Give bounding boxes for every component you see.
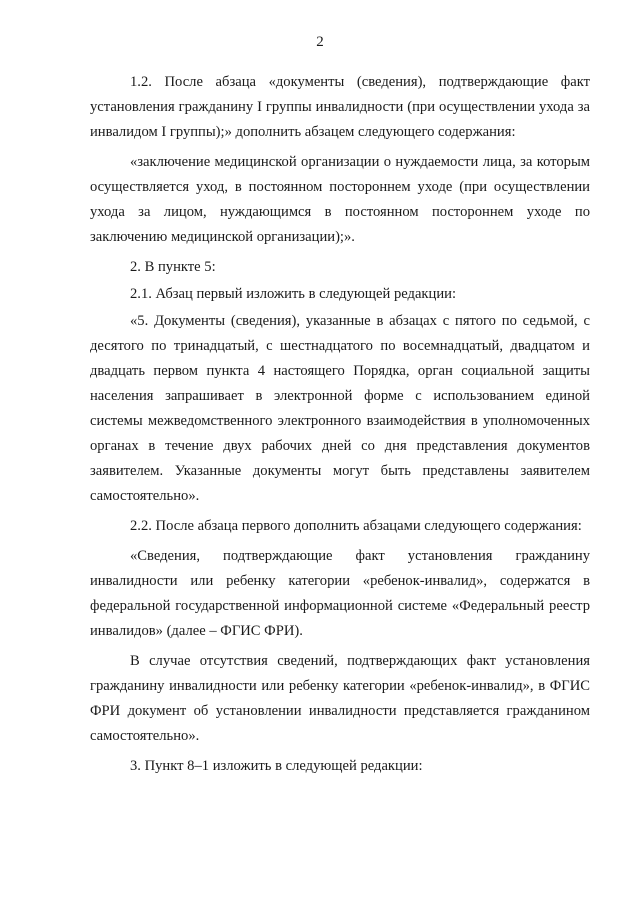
- paragraph-2: 2. В пункте 5:: [130, 259, 216, 275]
- paragraph-quote-conclusion: «заключение медицинской организации о нуждаемости лица, за которым осуществляется уход, в постоянном постороннем уходе (при осуществлении ухода за лицом, нуждающимся в постоянном постороннем уходе по заключению медицинской организации);».: [90, 154, 590, 245]
- paragraph-2-1: 2.1. Абзац первый изложить в следующей редакции:: [130, 286, 457, 302]
- paragraph-absence: В случае отсутствия сведений, подтверждающих факт установления гражданину инвалидности или ребенку категории «ребенок-инвалид», в ФГИС ФРИ документ об установлении инвалидности представляется гражданином самостоятельно».: [90, 653, 590, 744]
- document-body: [90, 70, 590, 784]
- paragraph-quote-5: «5. Документы (сведения), указанные в абзацах с пятого по седьмой, с десятого по тринадцатый, с шестнадцатого по восемнадцатый, двадцатом и двадцать первом пункта 4 настоящего Порядка, орган социальной защиты населения запрашивает в электронной форме с использованием единой системы межведомственного электронного взаимодействия в уполномоченных органах в течение двух рабочих дней со дня представления документов заявителем. Указанные документы могут быть представлены заявителем самостоятельно».: [90, 313, 590, 504]
- paragraph-1-2: 1.2. После абзаца «документы (сведения), подтверждающие факт установления гражданину I группы инвалидности (при осуществлении ухода за инвалидом I группы);» дополнить абзацем следующего содержания:: [90, 74, 590, 140]
- paragraph-3: 3. Пункт 8–1 изложить в следующей редакции:: [130, 758, 423, 774]
- page-number: 2: [316, 34, 324, 50]
- paragraph-2-2: 2.2. После абзаца первого дополнить абзацами следующего содержания:: [130, 518, 582, 534]
- paragraph-quote-info: «Сведения, подтверждающие факт установления гражданину инвалидности или ребенку категории «ребенок-инвалид», содержатся в федеральной государственной информационной системе «Федеральный реестр инвалидов» (далее – ФГИС ФРИ).: [90, 548, 590, 639]
